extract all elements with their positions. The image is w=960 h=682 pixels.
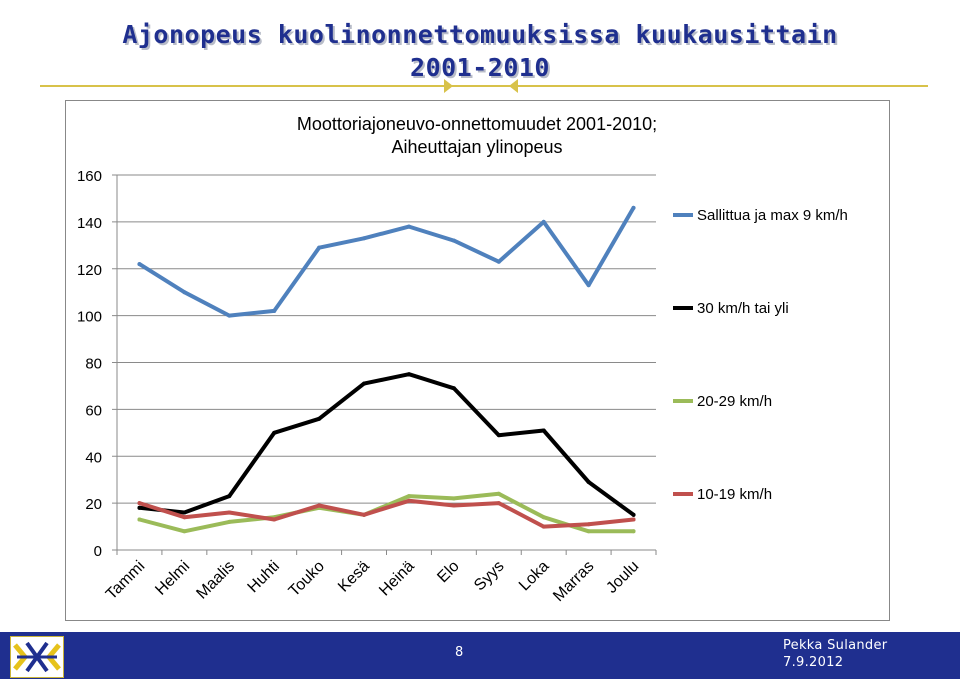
y-tick-label: 0 bbox=[93, 543, 102, 560]
data-point bbox=[362, 513, 366, 517]
data-point bbox=[452, 496, 456, 500]
y-tick-label: 160 bbox=[76, 168, 102, 185]
author-info bbox=[783, 637, 887, 671]
data-point bbox=[137, 506, 141, 510]
data-point bbox=[227, 520, 231, 524]
data-point bbox=[227, 511, 231, 515]
data-point bbox=[227, 494, 231, 498]
x-tick-label: Touko bbox=[285, 557, 328, 601]
page-number: 8 bbox=[455, 645, 464, 660]
data-point bbox=[272, 309, 276, 313]
legend-label: 10-19 km/h bbox=[697, 486, 773, 503]
series-line bbox=[140, 208, 634, 316]
legend-label: 30 km/h tai yli bbox=[697, 300, 789, 317]
data-point bbox=[497, 433, 501, 437]
data-point bbox=[227, 314, 231, 318]
data-point bbox=[317, 246, 321, 250]
y-tick-label: 60 bbox=[85, 402, 102, 420]
x-tick-label: Marras bbox=[550, 557, 598, 606]
x-tick-label: Tammi bbox=[102, 557, 149, 604]
data-point bbox=[272, 518, 276, 522]
x-tick-label: Kesä bbox=[335, 557, 373, 596]
y-tick-label: 40 bbox=[85, 449, 102, 467]
y-tick-label: 100 bbox=[76, 308, 102, 326]
x-tick-label: Helmi bbox=[152, 557, 194, 599]
data-point bbox=[587, 480, 591, 484]
data-point bbox=[632, 529, 636, 533]
legend-label: 20-29 km/h bbox=[697, 393, 773, 410]
data-point bbox=[497, 260, 501, 264]
data-point bbox=[317, 503, 321, 507]
data-point bbox=[137, 501, 141, 505]
data-point bbox=[182, 511, 186, 515]
legend-label: Sallittua ja max 9 km/h bbox=[697, 207, 848, 224]
data-point bbox=[497, 501, 501, 505]
data-point bbox=[587, 522, 591, 526]
x-tick-label: Huhti bbox=[244, 557, 284, 597]
data-point bbox=[587, 529, 591, 533]
data-point bbox=[317, 417, 321, 421]
chart-subtitle: Aiheuttajan ylinopeus bbox=[391, 137, 563, 157]
chart-title: Moottoriajoneuvo-onnettomuudet 2001-2010; bbox=[296, 114, 658, 134]
data-point bbox=[632, 206, 636, 210]
data-point bbox=[407, 499, 411, 503]
data-point bbox=[137, 518, 141, 522]
data-point bbox=[362, 236, 366, 240]
data-point bbox=[407, 372, 411, 376]
data-point bbox=[542, 220, 546, 224]
y-tick-label: 80 bbox=[85, 355, 102, 373]
x-tick-label: Loka bbox=[515, 557, 553, 595]
data-point bbox=[137, 262, 141, 266]
data-point bbox=[182, 515, 186, 519]
y-tick-label: 120 bbox=[76, 261, 102, 279]
x-tick-label: Elo bbox=[434, 557, 463, 587]
data-point bbox=[542, 515, 546, 519]
data-point bbox=[452, 239, 456, 243]
data-point bbox=[542, 525, 546, 529]
data-point bbox=[182, 290, 186, 294]
y-tick-label: 20 bbox=[85, 496, 102, 514]
data-point bbox=[407, 225, 411, 229]
slide-title-years: 2001-2010 bbox=[410, 53, 550, 82]
data-point bbox=[632, 518, 636, 522]
data-point bbox=[587, 283, 591, 287]
data-point bbox=[182, 529, 186, 533]
data-point bbox=[407, 494, 411, 498]
slide-title: Ajonopeus kuolinonnettomuuksissa kuukausittain bbox=[122, 20, 838, 49]
data-point bbox=[632, 513, 636, 517]
y-tick-label: 140 bbox=[76, 214, 102, 232]
data-point bbox=[272, 431, 276, 435]
author-name: Pekka Sulander bbox=[783, 638, 888, 653]
logo bbox=[10, 636, 64, 678]
data-point bbox=[452, 503, 456, 507]
data-point bbox=[497, 492, 501, 496]
series-line bbox=[140, 374, 634, 515]
x-tick-label: Heinä bbox=[376, 557, 418, 600]
data-point bbox=[542, 428, 546, 432]
x-tick-label: Syys bbox=[471, 557, 508, 595]
data-point bbox=[362, 382, 366, 386]
x-tick-label: Joulu bbox=[603, 557, 643, 597]
presentation-date: 7.9.2012 bbox=[783, 655, 844, 670]
x-tick-label: Maalis bbox=[193, 557, 239, 603]
data-point bbox=[452, 386, 456, 390]
